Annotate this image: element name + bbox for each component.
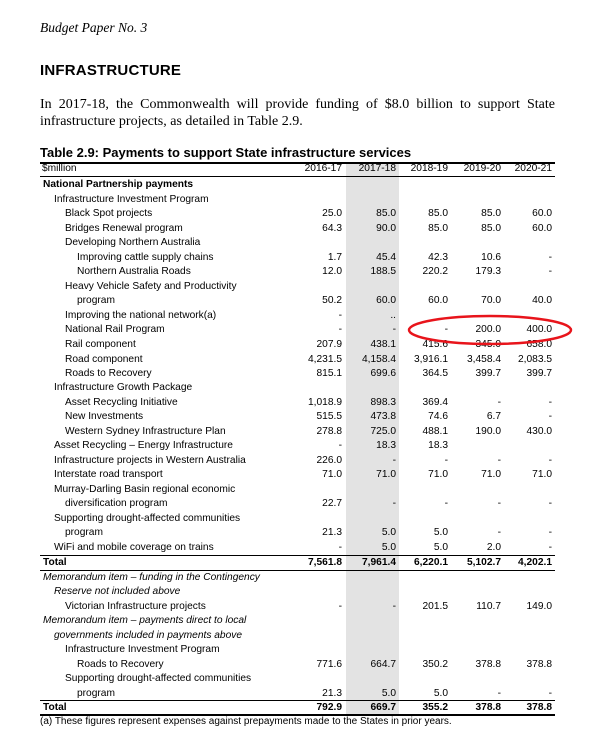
cell-value: 64.3 (322, 223, 342, 234)
cell-value: 42.3 (428, 252, 448, 263)
cell-value: 345.0 (475, 339, 501, 350)
cell-value: 725.0 (370, 426, 396, 437)
cell-value: 5.0 (381, 527, 396, 538)
cell-value: 60.0 (376, 295, 396, 306)
row-label: governments included in payments above (54, 630, 243, 641)
cell-value: 369.4 (422, 397, 448, 408)
column-header-year: 2018-19 (410, 163, 448, 174)
cell-value: 515.5 (316, 411, 342, 422)
cell-value: 70.0 (481, 295, 501, 306)
cell-value: 18.3 (428, 440, 448, 451)
row-label: program (77, 688, 115, 699)
cell-value: - (497, 688, 501, 699)
cell-value: 190.0 (475, 426, 501, 437)
cell-value: 60.0 (532, 208, 552, 219)
cell-value: 22.7 (322, 498, 342, 509)
cell-value: 200.0 (475, 324, 501, 335)
cell-value: 699.6 (370, 368, 396, 379)
column-header-year: 2019-20 (463, 163, 501, 174)
cell-value: 71.0 (376, 469, 396, 480)
cell-value: - (548, 397, 552, 408)
cell-value: 6,220.1 (414, 557, 448, 568)
cell-value: 25.0 (322, 208, 342, 219)
cell-value: 6.7 (486, 411, 501, 422)
cell-value: 4,202.1 (518, 557, 552, 568)
cell-value: - (548, 411, 552, 422)
cell-value: 1,018.9 (308, 397, 342, 408)
cell-value: - (392, 324, 396, 335)
table-footnote: (a) These figures represent expenses against prepayments made to the States in prior years. (40, 716, 452, 727)
cell-value: 12.0 (322, 266, 342, 277)
cell-value: 771.6 (316, 659, 342, 670)
row-label: Infrastructure Growth Package (54, 382, 193, 393)
cell-value: - (392, 455, 396, 466)
cell-value: - (338, 310, 342, 321)
row-label: Infrastructure Investment Program (54, 194, 209, 205)
row-label: Murray-Darling Basin regional economic (54, 484, 236, 495)
row-label: Reserve not included above (54, 586, 181, 597)
cell-value: 5,102.7 (467, 557, 501, 568)
row-label: Improving the national network(a) (65, 310, 217, 321)
cell-value: - (548, 266, 552, 277)
table-title: Table 2.9: Payments to support State infrastructure services (40, 145, 412, 160)
column-header-year: 2016-17 (304, 163, 342, 174)
cell-value: 40.0 (532, 295, 552, 306)
cell-value: 898.3 (370, 397, 396, 408)
cell-value: - (444, 455, 448, 466)
row-label: program (65, 527, 103, 538)
cell-value: 45.4 (376, 252, 396, 263)
row-label: Total (43, 702, 67, 713)
row-label: program (77, 295, 115, 306)
cell-value: 3,916.1 (414, 354, 448, 365)
row-label: Memorandum item – payments direct to local (43, 615, 247, 626)
row-label: Infrastructure Investment Program (65, 644, 220, 655)
cell-value: 60.0 (428, 295, 448, 306)
cell-value: - (548, 527, 552, 538)
cell-value: 18.3 (376, 440, 396, 451)
row-label: National Rail Program (65, 324, 165, 335)
cell-value: 85.0 (428, 208, 448, 219)
cell-value: 85.0 (481, 208, 501, 219)
cell-value: 378.8 (526, 659, 552, 670)
cell-value: 5.0 (433, 688, 448, 699)
cell-value: 21.3 (322, 688, 342, 699)
row-label: Interstate road transport (54, 469, 163, 480)
cell-value: - (548, 498, 552, 509)
cell-value: 355.2 (422, 702, 448, 713)
cell-value: 399.7 (475, 368, 501, 379)
cell-value: - (444, 324, 448, 335)
cell-value: 400.0 (526, 324, 552, 335)
row-label: WiFi and mobile coverage on trains (54, 542, 214, 553)
cell-value: 71.0 (428, 469, 448, 480)
cell-value: - (392, 601, 396, 612)
cell-value: 278.8 (316, 426, 342, 437)
cell-value: 2,083.5 (518, 354, 552, 365)
section-title: INFRASTRUCTURE (40, 62, 182, 79)
cell-value: 792.9 (316, 702, 342, 713)
row-label: Supporting drought-affected communities (54, 513, 241, 524)
row-label: Infrastructure projects in Western Australia (54, 455, 246, 466)
cell-value: - (338, 440, 342, 451)
cell-value: 350.2 (422, 659, 448, 670)
cell-value: 149.0 (526, 601, 552, 612)
cell-value: 658.0 (526, 339, 552, 350)
cell-value: 488.1 (422, 426, 448, 437)
intro-paragraph: In 2017-18, the Commonwealth will provide funding of $8.0 billion to support State infrastructure projects, as detailed in Table 2.9. (40, 97, 555, 129)
cell-value: 378.8 (475, 702, 501, 713)
cell-value: 71.0 (322, 469, 342, 480)
cell-value: 430.0 (526, 426, 552, 437)
cell-value: - (548, 252, 552, 263)
cell-value: 4,158.4 (362, 354, 396, 365)
cell-value: 74.6 (428, 411, 448, 422)
row-label: Developing Northern Australia (65, 237, 201, 248)
row-label: diversification program (65, 498, 168, 509)
cell-value: - (497, 527, 501, 538)
row-label: Improving cattle supply chains (77, 252, 214, 263)
row-label: Heavy Vehicle Safety and Productivity (65, 281, 237, 292)
cell-value: - (548, 455, 552, 466)
row-label: Roads to Recovery (77, 659, 164, 670)
cell-value: 2.0 (486, 542, 501, 553)
cell-value: 438.1 (370, 339, 396, 350)
cell-value: 85.0 (376, 208, 396, 219)
cell-value: 226.0 (316, 455, 342, 466)
cell-value: - (497, 498, 501, 509)
cell-value: - (548, 688, 552, 699)
row-label: Western Sydney Infrastructure Plan (65, 426, 226, 437)
national-rail-highlight-ellipse (409, 316, 571, 344)
cell-value: 815.1 (316, 368, 342, 379)
cell-value: 188.5 (370, 266, 396, 277)
cell-value: 415.6 (422, 339, 448, 350)
cell-value: 378.8 (526, 702, 552, 713)
cell-value: 60.0 (532, 223, 552, 234)
cell-value: 399.7 (526, 368, 552, 379)
cell-value: 378.8 (475, 659, 501, 670)
cell-value: .. (390, 310, 396, 321)
cell-value: 5.0 (381, 688, 396, 699)
row-label: Bridges Renewal program (65, 223, 183, 234)
row-label: Roads to Recovery (65, 368, 152, 379)
row-label: Asset Recycling Initiative (65, 397, 178, 408)
row-label: New Investments (65, 411, 144, 422)
document-header: Budget Paper No. 3 (40, 20, 148, 35)
cell-value: 110.7 (476, 601, 501, 612)
cell-value: 5.0 (433, 527, 448, 538)
cell-value: 473.8 (370, 411, 396, 422)
row-label: Memorandum item – funding in the Contingency (43, 572, 260, 583)
row-label: Northern Australia Roads (77, 266, 191, 277)
row-label: Victorian Infrastructure projects (65, 601, 206, 612)
cell-value: 207.9 (316, 339, 342, 350)
cell-value: 50.2 (322, 295, 342, 306)
cell-value: 669.7 (370, 702, 396, 713)
row-label: Supporting drought-affected communities (65, 673, 252, 684)
cell-value: - (338, 601, 342, 612)
cell-value: - (444, 498, 448, 509)
cell-value: - (497, 455, 501, 466)
cell-value: 5.0 (381, 542, 396, 553)
row-label: Asset Recycling – Energy Infrastructure (54, 440, 233, 451)
cell-value: 220.2 (422, 266, 448, 277)
cell-value: 179.3 (475, 266, 501, 277)
cell-value: - (338, 324, 342, 335)
row-label: National Partnership payments (43, 179, 194, 190)
column-header-unit: $million (42, 163, 77, 174)
cell-value: 85.0 (481, 223, 501, 234)
cell-value: - (497, 397, 501, 408)
cell-value: 1.7 (327, 252, 342, 263)
column-header-year: 2017-18 (358, 163, 396, 174)
cell-value: 364.5 (422, 368, 448, 379)
cell-value: 21.3 (322, 527, 342, 538)
cell-value: 3,458.4 (467, 354, 501, 365)
cell-value: 85.0 (428, 223, 448, 234)
row-label: Total (43, 557, 67, 568)
cell-value: 71.0 (532, 469, 552, 480)
cell-value: 7,961.4 (362, 557, 396, 568)
cell-value: 90.0 (376, 223, 396, 234)
cell-value: - (548, 542, 552, 553)
cell-value: 10.6 (481, 252, 501, 263)
cell-value: 201.5 (422, 601, 448, 612)
row-label: Road component (65, 354, 143, 365)
cell-value: - (338, 542, 342, 553)
row-label: Black Spot projects (65, 208, 153, 219)
cell-value: 664.7 (370, 659, 396, 670)
cell-value: 71.0 (481, 469, 501, 480)
cell-value: 5.0 (433, 542, 448, 553)
row-label: Rail component (65, 339, 136, 350)
cell-value: - (392, 498, 396, 509)
cell-value: 7,561.8 (308, 557, 342, 568)
cell-value: 4,231.5 (308, 354, 342, 365)
column-header-year: 2020-21 (514, 163, 552, 174)
